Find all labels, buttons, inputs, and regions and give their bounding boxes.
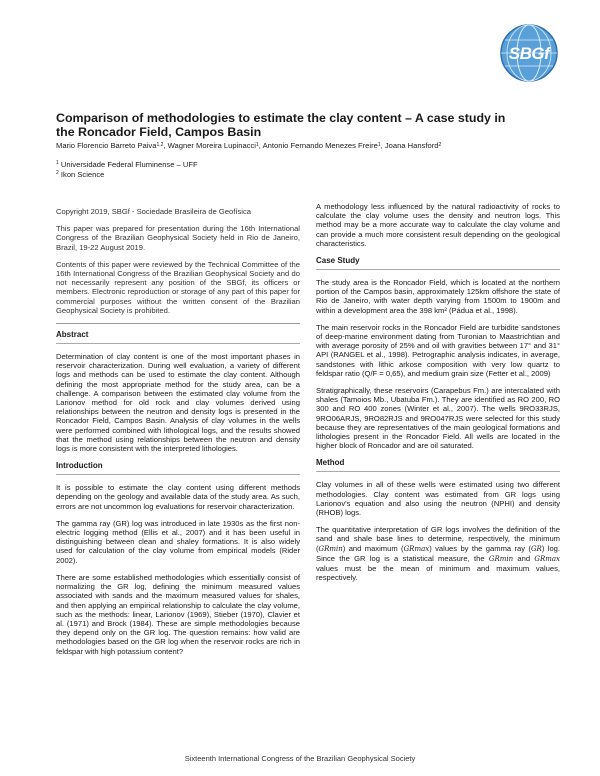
paper-title: Comparison of methodologies to estimate the clay content – A case study in the Roncador Field, Campos Basin bbox=[56, 111, 506, 139]
author: Wagner Moreira Lupinacci$^1$, bbox=[167, 141, 263, 150]
divider bbox=[316, 269, 560, 270]
author: Antonio Fernando Menezes Freire$^1$, bbox=[262, 141, 385, 150]
paragraph: It is possible to estimate the clay content using different methods depending on the geology and available data of the study area. As such, errors are not uncommon log evaluations for reservoir characterization. bbox=[56, 483, 300, 511]
divider bbox=[56, 474, 300, 475]
author-list bbox=[56, 141, 546, 151]
paragraph: Stratigraphically, these reservoirs (Carapebus Fm.) are intercalated with shales (Tamoios Mb., Ubatuba Fm.). They are identified as RO 200, RO 300 and RO 400 zones (Winter et al., 2007). The wells 9RO33RJS, 9RO06ARJS, 9RO82RJS and 9RO047RJS were selected for this study because they are representatives of the main geological formations and lithologies present in the Roncador Field. All wells are located in the higher block of Roncador and are oil saturated. bbox=[316, 386, 560, 451]
case-study-heading: Case Study bbox=[316, 256, 360, 266]
right-column bbox=[316, 202, 560, 591]
paragraph: A methodology less influenced by the natural radioactivity of rocks to calculate the clay volume uses the density and neutron logs. This method may be a more accurate way to calculate the clay volume and can provide a much more consistent result depending on the geological characteristics. bbox=[316, 202, 560, 248]
left-column bbox=[56, 207, 300, 664]
paragraph: The main reservoir rocks in the Roncador Field are turbidite sandstones of deep-marine environment dating from Turonian to Maastrichtian and with average porosity of 25% and oil with gravities between 17° and 31° API (RANGEL et al., 1998). Petrographic analysis indicates, in average, sandstones with lithic arkose composition with very low quartz to feldspar ratio (Q/F = 0,65), and medium grain size (Fetter et al., 2009) bbox=[316, 322, 560, 378]
affiliation: $^1$ Universidade Federal Fluminense – UFF bbox=[56, 160, 198, 169]
copyright-line: This paper was prepared for presentation during the 16th International Congress of the Brazilian Geophysical Society held in Rio de Janeiro, Brazil, 19-22 August 2019. bbox=[56, 224, 300, 252]
paragraph: There are some established methodologies which essentially consist of normalizing the GR log, defining the minimum measured values associated with sands and the maximum measured values for shales, and then applying an empirical relationship to calculate the clay volume, such as the methods: linear, Larionov (1969), Stieber (1970), Clavier et al. (1971) and Brock (1984). These are simple methodologies because they depend only on the GR log. The question remains: how valid are methodologies based on the GR log when the reservoir rocks are rich in feldspar with high potassium content? bbox=[56, 572, 300, 656]
copyright-line: Copyright 2019, SBGf - Sociedade Brasileira de Geofísica bbox=[56, 207, 252, 216]
paragraph: The gamma ray (GR) log was introduced in late 1930s as the first non-electric logging method (Ellis et al., 2007) and it has been useful in distinguishing between clean and shaley formations. It is also widely used for calculation of the clay volume from empirical models (Rider 2002). bbox=[56, 518, 300, 565]
abstract-text: Determination of clay content is one of the most important phases in reservoir characterization. During well evaluation, a variety of different logs and methods can be used to estimate the clay content. Although defining the most appropriate method for the study area, can be a challenge. A comparison between the estimated clay volume from the Larionov method for old rock and clay volumes derived using relationships between the neutron and density logs is presented in the Roncador Field, Campos Basin. Analysis of clay volumes in the wells were performed combined with lithological logs, and the results showed that the method using relationships between the neutron and density logs is more consistent with the interpreted lithologies. bbox=[56, 352, 300, 454]
abstract-heading: Abstract bbox=[56, 330, 89, 340]
affiliations bbox=[56, 160, 198, 179]
copyright-line: Contents of this paper were reviewed by the Technical Committee of the 16th International Congress of the Brazilian Geophysical Society and do not necessarily represent any position of the SBGf, its officers or members. Electronic reproduction or storage of any part of this paper for commercial purposes without the written consent of the Brazilian Geophysical Society is prohibited. bbox=[56, 259, 300, 315]
author: Mario Florencio Barreto Paiva$^{1,2}$, bbox=[56, 141, 168, 150]
affiliation: $^2$ Ikon Science bbox=[56, 169, 105, 179]
page-footer: Sixteenth International Congress of the Brazilian Geophysical Society bbox=[184, 754, 416, 763]
divider bbox=[316, 471, 560, 472]
author: Joana Hansford$^2$ bbox=[384, 141, 442, 150]
paragraph: The study area is the Roncador Field, which is located at the northern portion of the Campos basin, approximately 125km offshore the state of Rio de Janeiro, with water depth varying from 1500m to 1900m and within a development area the 398 km² (Pádua et al., 1998). bbox=[316, 278, 560, 315]
paragraph: Clay volumes in all of these wells were estimated using two different methodologies. Clay content was estimated from GR logs using Larionov's equation and also using the neutron (NPHI) and density (RHOB) logs. bbox=[316, 480, 560, 518]
introduction-heading: Introduction bbox=[56, 461, 103, 471]
sbgf-logo bbox=[498, 22, 560, 84]
paragraph: The quantitative interpretation of GR logs involves the definition of the sand and shale base lines to determine, respectively, the minimum (GRmin) and maximum (GRmax) values by the gamma ray (GR) log. Since the GR log is a statistical measure, the GRmin and GRmax values must be the mean of minimum and maximum values, respectively. bbox=[316, 525, 560, 583]
divider bbox=[56, 343, 300, 344]
logo-text: SBGf bbox=[508, 44, 550, 63]
divider bbox=[56, 323, 300, 324]
method-heading: Method bbox=[316, 458, 345, 468]
